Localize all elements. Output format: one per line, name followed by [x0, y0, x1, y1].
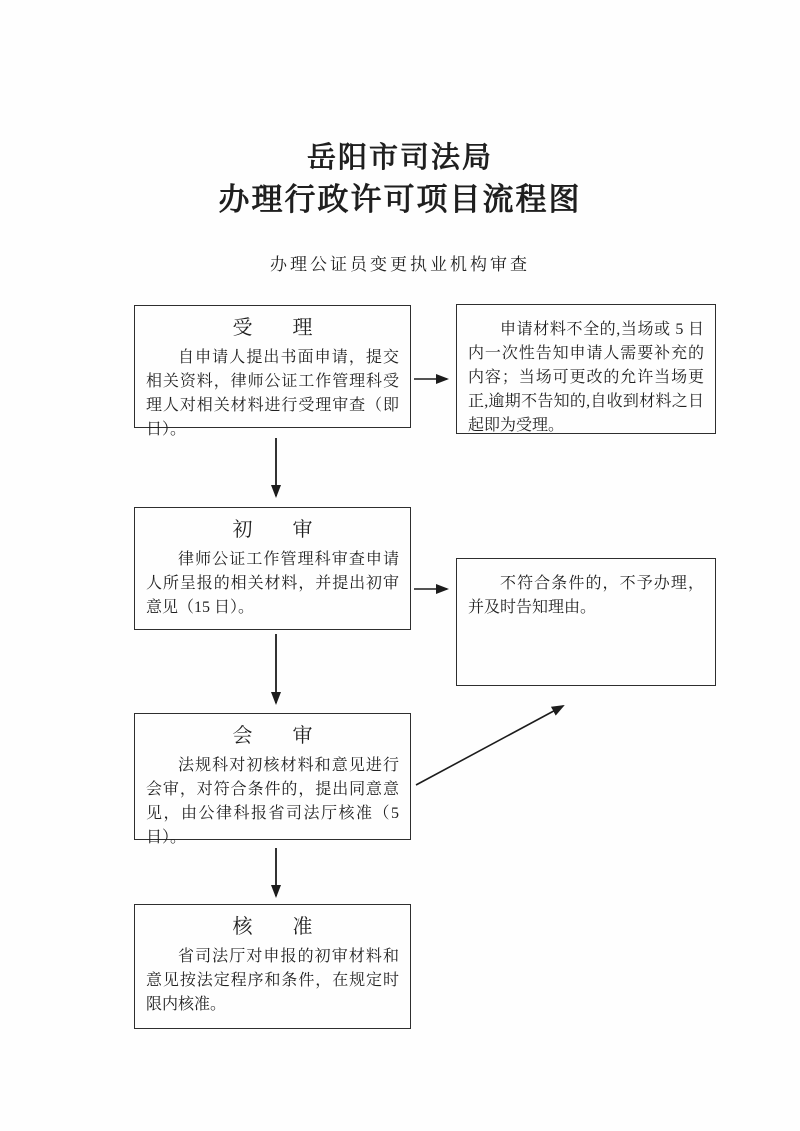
- flow-box-reject-note: [456, 558, 716, 686]
- page-title: [0, 138, 800, 221]
- flow-box-joint-review-title: 会 审: [232, 725, 313, 747]
- page-subtitle: 办理公证员变更执业机构审查: [270, 255, 530, 274]
- flow-box-accept: [134, 305, 411, 438]
- flow-box-supplement-note-body: 申请材料不全的,当场或 5 日内一次性告知申请人需要补充的内容；当场可更改的允许当场更正,逾期不告知的,自收到材料之日起即为受理。: [468, 321, 704, 434]
- flow-box-joint-review: [134, 713, 411, 846]
- flow-box-initial-review-body: 律师公证工作管理科审查申请人所呈报的相关材料，并提出初审意见（15 日）。: [146, 551, 399, 616]
- flow-box-reject-note-body: 不符合条件的，不予办理，并及时告知理由。: [468, 575, 704, 616]
- flow-box-supplement-note: [456, 304, 716, 434]
- title-line-2: 办理行政许可项目流程图: [218, 182, 582, 217]
- arrow-joint-to-reject-icon: [416, 706, 563, 785]
- flow-box-approval: [134, 904, 411, 1029]
- flow-box-approval-body: 省司法厅对申报的初审材料和意见按法定程序和条件，在规定时限内核准。: [146, 948, 399, 1013]
- flow-box-joint-review-body: 法规科对初核材料和意见进行会审，对符合条件的，提出同意意见，由公律科报省司法厅核准（5 日）。: [146, 757, 399, 846]
- title-line-1: 岳阳市司法局: [306, 142, 493, 174]
- flow-box-approval-title: 核 准: [232, 916, 313, 938]
- flow-box-accept-title: 受 理: [232, 317, 313, 339]
- flow-box-accept-body: 自申请人提出书面申请，提交相关资料，律师公证工作管理科受理人对相关材料进行受理审查（即日）。: [146, 349, 399, 438]
- flow-box-initial-review-title: 初 审: [232, 519, 313, 541]
- flow-box-initial-review: [134, 507, 411, 630]
